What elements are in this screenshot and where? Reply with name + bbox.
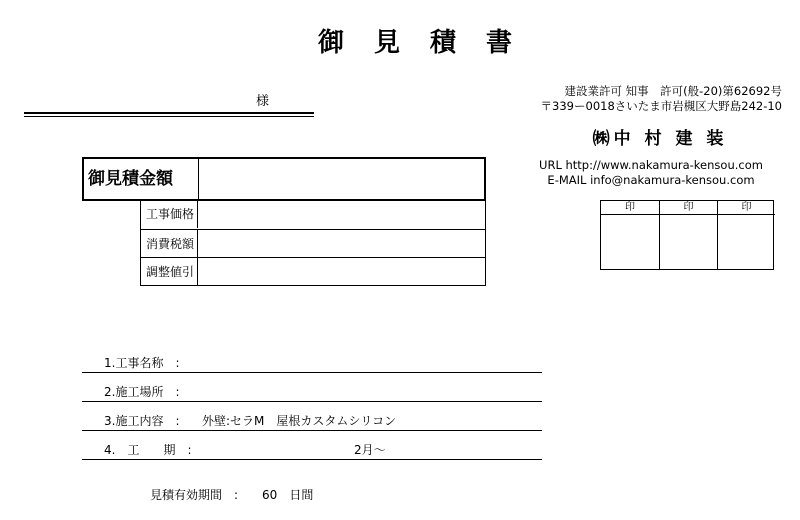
stamp-box bbox=[659, 201, 717, 269]
detail-label: 2.施工場所 : bbox=[104, 385, 180, 399]
stamp-table bbox=[600, 200, 774, 270]
detail-row-schedule bbox=[82, 439, 542, 460]
breakdown-row bbox=[141, 257, 485, 285]
detail-row-work-content bbox=[82, 410, 542, 431]
detail-row-location bbox=[82, 381, 542, 402]
breakdown-label: 工事価格 bbox=[141, 200, 198, 228]
company-contact bbox=[520, 158, 782, 188]
document-title: 御見積書 bbox=[317, 28, 542, 58]
breakdown-label: 調整値引 bbox=[141, 258, 198, 285]
detail-label: 1.工事名称 : bbox=[104, 356, 180, 370]
stamp-header: 印 bbox=[718, 201, 775, 215]
company-address: 〒339ー0018さいたま市岩槻区大野島242-10 bbox=[540, 99, 782, 113]
detail-label: 4. 工 期 : bbox=[104, 443, 192, 457]
stamp-box bbox=[717, 201, 775, 269]
recipient-underline-thin bbox=[24, 116, 314, 117]
validity-period: 見積有効期間 : 60 日間 bbox=[150, 488, 314, 502]
detail-value: 2月～ bbox=[354, 443, 386, 457]
recipient-underline bbox=[24, 112, 314, 114]
stamp-header: 印 bbox=[660, 201, 717, 215]
company-info bbox=[520, 84, 782, 114]
company-email: E-MAIL info@nakamura-kensou.com bbox=[547, 173, 755, 187]
stamp-header: 印 bbox=[601, 201, 659, 215]
stamp-box bbox=[601, 201, 659, 269]
breakdown-table bbox=[140, 200, 486, 286]
company-name: ㈱中 村 建 装 bbox=[592, 129, 728, 149]
breakdown-row bbox=[141, 200, 485, 228]
company-license: 建設業許可 知事 許可(般-20)第62692号 bbox=[564, 84, 782, 98]
detail-value: 外壁:セラM 屋根カスタムシリコン bbox=[202, 414, 397, 428]
company-url: URL http://www.nakamura-kensou.com bbox=[539, 158, 763, 172]
recipient-suffix: 様 bbox=[256, 94, 270, 109]
detail-label: 3.施工内容 : bbox=[104, 414, 180, 428]
breakdown-label: 消費税額 bbox=[141, 230, 198, 257]
total-amount-box bbox=[82, 157, 486, 201]
breakdown-row bbox=[141, 229, 485, 257]
detail-row-project-name bbox=[82, 352, 542, 373]
total-amount-label: 御見積金額 bbox=[84, 159, 199, 199]
